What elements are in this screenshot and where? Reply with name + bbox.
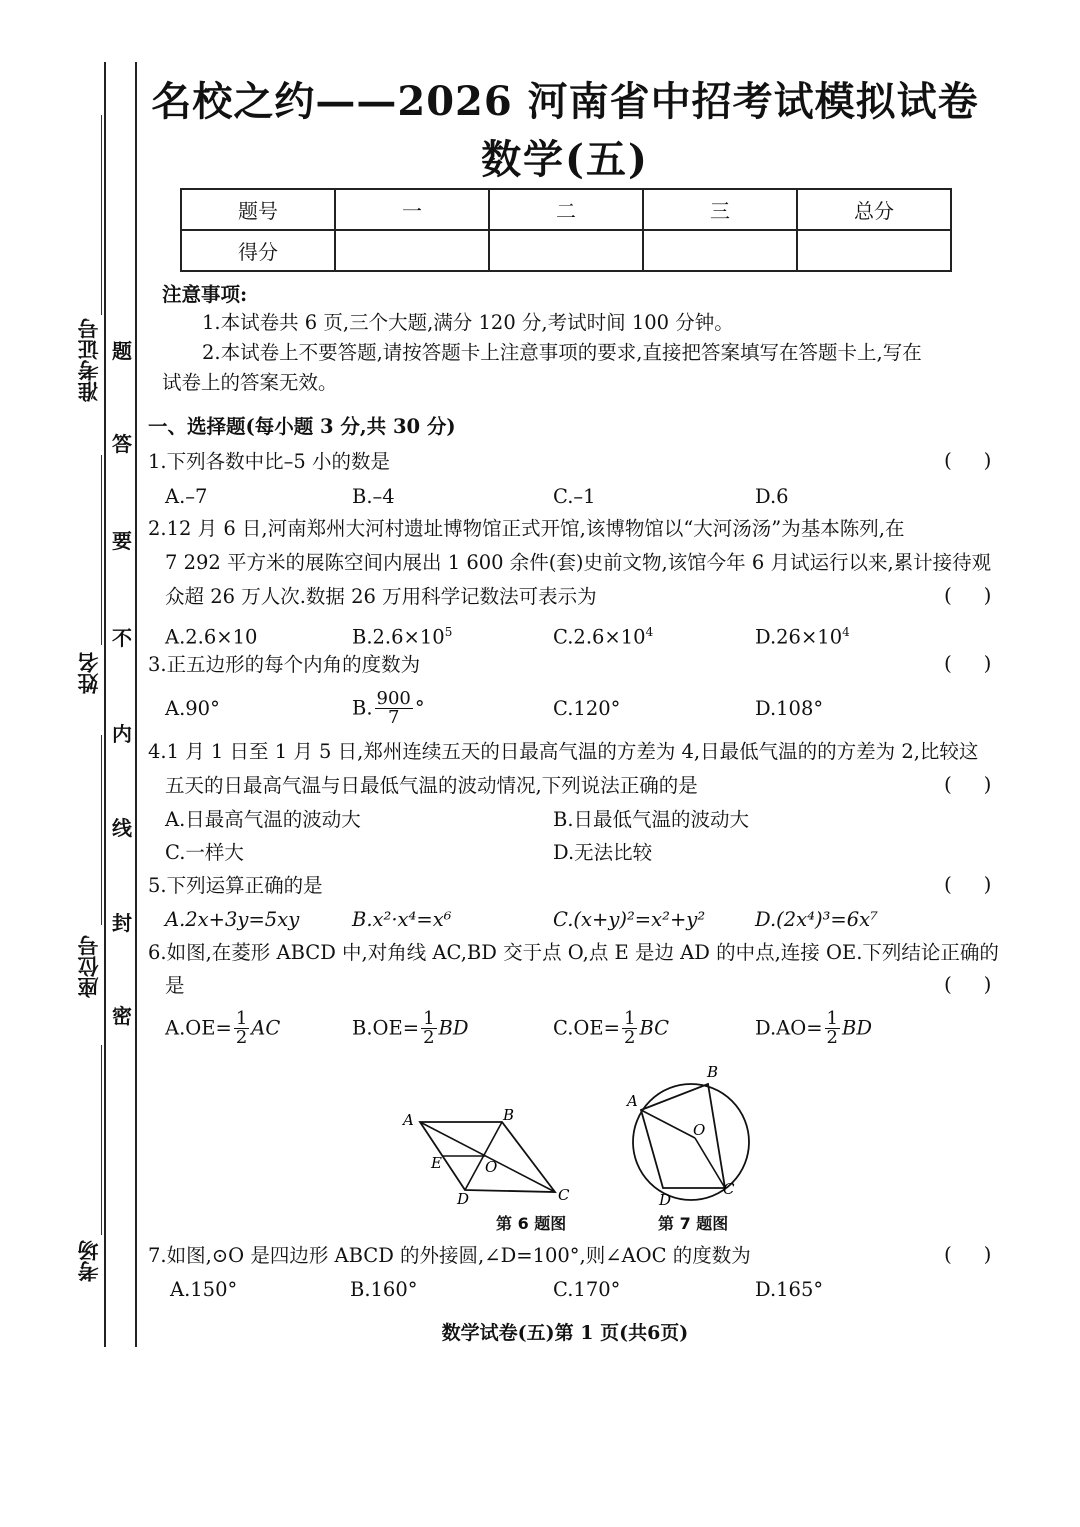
- score-header-cell: 题号: [181, 189, 335, 230]
- answer-parentheses: ( ): [944, 772, 992, 796]
- score-cell: [335, 230, 489, 271]
- option-a: A.90°: [165, 697, 220, 720]
- option-b: B.x²·x⁴=x⁶: [352, 908, 452, 931]
- margin-inner-line: [135, 62, 137, 1347]
- option-c: C.170°: [553, 1278, 621, 1301]
- fraction-denominator: 2: [826, 1027, 838, 1048]
- option-text: C.OE=: [553, 1016, 620, 1040]
- option-c: C.(x+y)²=x²+y²: [553, 908, 706, 931]
- fraction-denominator: 2: [235, 1027, 248, 1048]
- notice-item-2: 2.本试卷上不要答题,请按答题卡上注意事项的要求,直接把答案填写在答题卡上,写在: [202, 341, 922, 364]
- exam-room-label: 考场: [76, 1240, 101, 1282]
- option-a: [165, 618, 257, 652]
- figure-7-caption: 第 7 题图: [658, 1214, 729, 1233]
- fraction-denominator: 2: [423, 1027, 435, 1048]
- option-d: D.6: [755, 485, 789, 508]
- field-line: [101, 1045, 102, 1235]
- quadrilateral-abcd: [641, 1084, 725, 1188]
- option-c: C.–1: [553, 485, 596, 508]
- score-header-cell: 总分: [797, 189, 951, 230]
- score-cell: [643, 230, 797, 271]
- option-c: [553, 1010, 669, 1047]
- option-d: [755, 1010, 872, 1047]
- fraction-denominator: 7: [387, 707, 400, 728]
- option-text: D.26×10: [755, 625, 843, 649]
- option-b: [352, 618, 452, 652]
- option-b: [352, 690, 425, 727]
- fraction-numerator: 1: [623, 1008, 636, 1029]
- answer-parentheses: ( ): [944, 651, 992, 675]
- point-label-e: E: [431, 1154, 442, 1172]
- fraction: [825, 1010, 840, 1047]
- fraction: [622, 1010, 637, 1047]
- exponent: 4: [645, 625, 654, 639]
- exam-title: 名校之约——2026 河南省中招考试模拟试卷: [151, 78, 979, 125]
- option-d: [755, 618, 850, 652]
- margin-outer-line: [104, 62, 106, 1347]
- question-stem: 众超 26 万人次.数据 26 万用科学记数法可表示为: [165, 585, 597, 608]
- seal-char: 内: [112, 722, 132, 746]
- question-stem: 五天的日最高气温与日最低气温的波动情况,下列说法正确的是: [165, 774, 698, 797]
- notice-heading: 注意事项:: [162, 283, 248, 306]
- seal-char: 答: [112, 432, 132, 456]
- option-text: AC: [251, 1016, 281, 1040]
- seal-char: 封: [112, 911, 132, 935]
- option-a: A.日最高气温的波动大: [165, 808, 361, 831]
- option-text: BD: [438, 1016, 469, 1040]
- question-stem: 3.正五边形的每个内角的度数为: [148, 653, 421, 676]
- seal-char: 题: [112, 339, 132, 363]
- option-d: D.无法比较: [553, 841, 653, 864]
- fraction-denominator: 2: [623, 1027, 636, 1048]
- score-row-label: 得分: [181, 230, 335, 271]
- option-text: A.OE=: [165, 1016, 232, 1040]
- option-d: D.165°: [755, 1278, 824, 1301]
- fraction-numerator: 1: [826, 1008, 838, 1029]
- field-line: [101, 455, 102, 645]
- option-a: A.2x+3y=5xy: [165, 908, 300, 931]
- point-label-d: D: [659, 1191, 672, 1209]
- option-a: [165, 1010, 280, 1047]
- score-table-score-row: [181, 230, 951, 271]
- option-d: D.(2x⁴)³=6x⁷: [755, 908, 878, 931]
- option-text: BD: [842, 1016, 872, 1040]
- score-table: [180, 188, 952, 272]
- radius-oa: [641, 1110, 695, 1138]
- option-text: D.AO=: [755, 1016, 823, 1040]
- field-line: [101, 115, 102, 315]
- point-label-d: D: [457, 1190, 470, 1208]
- question-stem: 4.1 月 1 日至 1 月 5 日,郑州连续五天的日最高气温的方差为 4,日最低气温的的方差为 2,比较这: [148, 740, 979, 763]
- option-b: B.160°: [350, 1278, 418, 1301]
- option-b: B.日最低气温的波动大: [553, 808, 750, 831]
- name-label: 姓名: [76, 652, 101, 694]
- seal-char: 不: [112, 626, 132, 650]
- score-table-header-row: [181, 189, 951, 230]
- point-label-o: O: [485, 1158, 498, 1176]
- option-d: D.108°: [755, 697, 824, 720]
- option-a: A.150°: [170, 1278, 238, 1301]
- point-label-a: A: [403, 1111, 414, 1129]
- option-b: B.–4: [352, 485, 395, 508]
- answer-parentheses: ( ): [944, 448, 992, 472]
- seat-number-label: 座位号: [76, 935, 101, 998]
- question-stem: 2.12 月 6 日,河南郑州大河村遗址博物馆正式开馆,该博物馆以“大河汤汤”为基本陈列,在: [148, 517, 905, 540]
- answer-parentheses: ( ): [944, 1242, 992, 1266]
- point-label-c: C: [723, 1180, 735, 1198]
- point-label-c: C: [558, 1186, 570, 1204]
- fraction-numerator: 900: [376, 688, 411, 709]
- field-line: [101, 735, 102, 925]
- seal-char: 线: [112, 816, 132, 840]
- question-stem: 5.下列运算正确的是: [148, 874, 323, 897]
- option-c: C.120°: [553, 697, 621, 720]
- exam-id-label: 准考证号: [76, 318, 101, 402]
- notice-item-1: 1.本试卷共 6 页,三个大题,满分 120 分,考试时间 100 分钟。: [202, 311, 734, 334]
- answer-parentheses: ( ): [944, 583, 992, 607]
- figure-6-caption: 第 6 题图: [496, 1214, 567, 1233]
- option-text: BC: [639, 1016, 670, 1040]
- answer-parentheses: ( ): [944, 872, 992, 896]
- fraction-numerator: 1: [235, 1008, 248, 1029]
- option-c: [553, 618, 653, 652]
- fraction: [421, 1010, 436, 1047]
- notice-item-2-cont: 试卷上的答案无效。: [162, 371, 338, 394]
- fraction: [234, 1010, 249, 1047]
- option-a: A.–7: [165, 485, 208, 508]
- question-stem: 7.如图,⊙O 是四边形 ABCD 的外接圆,∠D=100°,则∠AOC 的度数为: [148, 1244, 751, 1267]
- fraction-numerator: 1: [423, 1008, 435, 1029]
- exponent: 5: [444, 625, 453, 639]
- question-stem: 7 292 平方米的展陈空间内展出 1 600 余件(套)史前文物,该馆今年 6 月试运行以来,累计接待观: [165, 551, 992, 574]
- exam-subtitle: 数学(五): [481, 136, 649, 183]
- score-header-cell: 一: [335, 189, 489, 230]
- question-stem: 是: [165, 974, 185, 997]
- seal-char: 要: [112, 529, 132, 553]
- point-label-b: B: [707, 1063, 719, 1081]
- option-text: B.OE=: [352, 1016, 420, 1040]
- section-heading: 一、选择题(每小题 3 分,共 30 分): [148, 415, 456, 438]
- question-stem: 1.下列各数中比–5 小的数是: [148, 450, 390, 473]
- score-header-cell: 三: [643, 189, 797, 230]
- page-footer: 数学试卷(五)第 1 页(共6页): [441, 1322, 689, 1344]
- point-label-a: A: [627, 1092, 638, 1110]
- point-label-o: O: [693, 1121, 706, 1139]
- option-text: B.2.6×10: [352, 625, 445, 649]
- figure-6-rhombus: [395, 1100, 585, 1210]
- option-b: [352, 1010, 469, 1047]
- answer-parentheses: ( ): [944, 972, 992, 996]
- score-header-cell: 二: [489, 189, 643, 230]
- point-label-b: B: [503, 1106, 515, 1124]
- seal-char: 密: [112, 1004, 132, 1028]
- option-text: B.: [352, 696, 373, 720]
- score-cell: [797, 230, 951, 271]
- option-text: C.2.6×10: [553, 625, 646, 649]
- option-c: C.一样大: [165, 841, 244, 864]
- option-text: A.2.6×10: [165, 625, 258, 649]
- degree-unit: °: [414, 696, 425, 720]
- question-stem: 6.如图,在菱形 ABCD 中,对角线 AC,BD 交于点 O,点 E 是边 AD 的中点,连接 OE.下列结论正确的: [148, 941, 999, 964]
- exponent: 4: [842, 625, 850, 639]
- figure-7-circle: [615, 1060, 765, 1210]
- score-cell: [489, 230, 643, 271]
- fraction: [375, 690, 413, 727]
